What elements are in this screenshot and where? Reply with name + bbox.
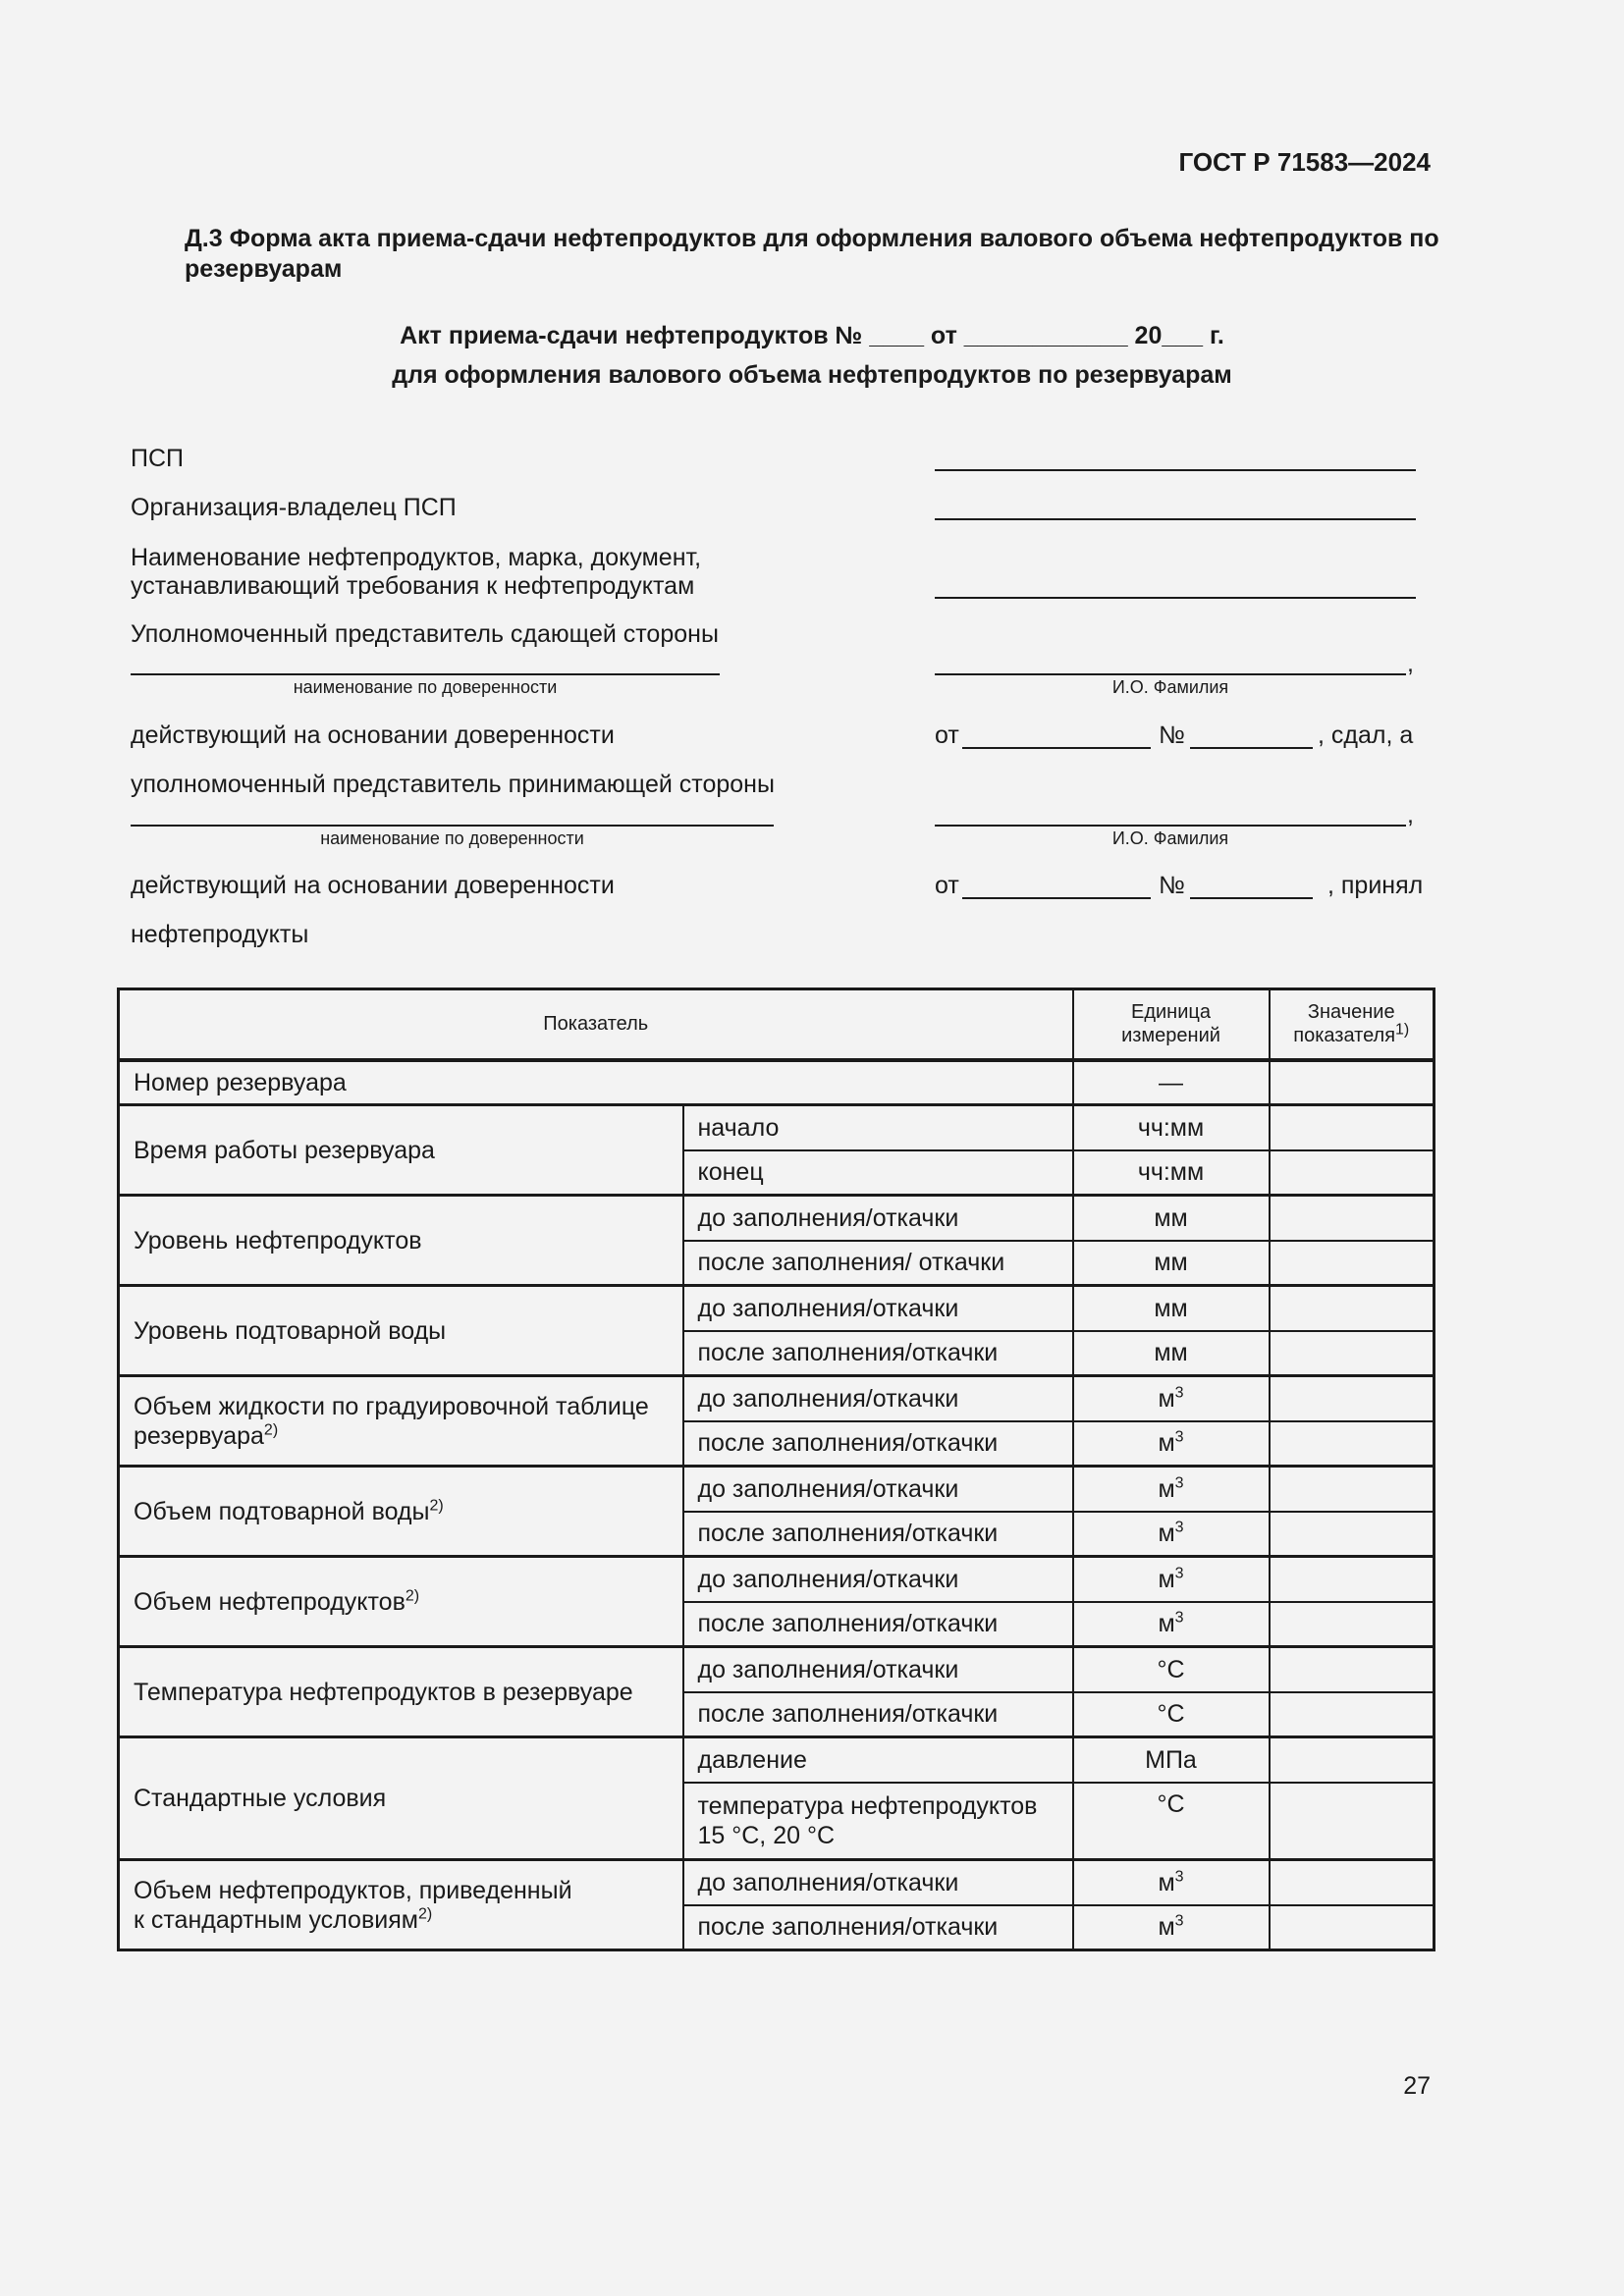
unit-text: м [1158, 1610, 1175, 1638]
unit-exponent: 3 [1174, 1868, 1184, 1886]
receiver-number-label: № [1159, 872, 1185, 899]
petroleum-products-label: нефтепродукты [131, 921, 309, 948]
receiver-date-line[interactable] [962, 897, 1151, 899]
group-label-water-level: Уровень подтоварной воды [119, 1286, 683, 1376]
unit-cell: °С [1073, 1692, 1270, 1737]
sub-label: после заполнения/откачки [683, 1692, 1073, 1737]
unit-cell: — [1073, 1060, 1270, 1105]
value-cell[interactable] [1270, 1905, 1435, 1950]
value-cell[interactable] [1270, 1060, 1435, 1105]
value-cell[interactable] [1270, 1647, 1435, 1692]
receiver-acting-basis: действующий на основании доверенности [131, 872, 615, 899]
value-cell[interactable] [1270, 1602, 1435, 1647]
unit-cell: °С [1073, 1647, 1270, 1692]
footnote-2-marker: 2) [429, 1497, 444, 1515]
field-product-label-line2: устанавливающий требования к нефтепродуктам [131, 572, 695, 600]
document-code: ГОСТ Р 71583—2024 [1178, 147, 1431, 177]
unit-cell: мм [1073, 1286, 1270, 1331]
receiver-name-caption: И.О. Фамилия [1111, 828, 1229, 848]
value-cell[interactable] [1270, 1692, 1435, 1737]
unit-cell: мм [1073, 1241, 1270, 1286]
group-label-standard-conditions: Стандартные условия [119, 1737, 683, 1860]
receiver-name-line[interactable] [935, 825, 1406, 827]
unit-cell: мм [1073, 1331, 1270, 1376]
value-cell[interactable] [1270, 1105, 1435, 1150]
received-label: , принял [1327, 872, 1424, 899]
footnote-1-marker: 1) [1395, 1021, 1410, 1039]
sub-label: после заполнения/откачки [683, 1331, 1073, 1376]
sub-label: до заполнения/откачки [683, 1286, 1073, 1331]
handed-over-label: , сдал, а [1318, 721, 1414, 749]
table-row [119, 1557, 1435, 1602]
group-label-text: Объем нефтепродуктов [134, 1587, 406, 1616]
receiver-from-label: от [935, 872, 959, 899]
sub-label: после заполнения/ откачки [683, 1241, 1073, 1286]
group-label-line2: резервуара [134, 1421, 264, 1450]
table-row [119, 1105, 1435, 1150]
sub-label: после заполнения/откачки [683, 1512, 1073, 1557]
sub-label: после заполнения/откачки [683, 1905, 1073, 1950]
table-row [119, 1467, 1435, 1512]
unit-cell [1073, 1421, 1270, 1467]
sender-attorney-caption: наименование по доверенности [293, 677, 558, 697]
unit-cell [1073, 1467, 1270, 1512]
field-psp-label: ПСП [131, 445, 184, 472]
table-row [119, 1060, 1435, 1105]
table-row [119, 1196, 1435, 1241]
unit-exponent: 3 [1174, 1474, 1184, 1492]
unit-exponent: 3 [1174, 1519, 1184, 1536]
sub-label: до заполнения/откачки [683, 1376, 1073, 1421]
sub-label: после заполнения/откачки [683, 1421, 1073, 1467]
unit-cell [1073, 1376, 1270, 1421]
header-unit-line2: измерений [1121, 1025, 1220, 1047]
header-value-line2: показателя [1293, 1025, 1396, 1047]
sender-number-line[interactable] [1190, 747, 1313, 749]
group-label-product-volume [119, 1557, 683, 1647]
unit-text: м [1158, 1565, 1175, 1593]
value-cell[interactable] [1270, 1286, 1435, 1331]
unit-cell: чч:мм [1073, 1105, 1270, 1150]
sub-label: до заполнения/откачки [683, 1647, 1073, 1692]
table-row [119, 1860, 1435, 1905]
header-indicator: Показатель [119, 989, 1073, 1060]
sub-label: до заполнения/откачки [683, 1196, 1073, 1241]
acceptance-table [117, 988, 1435, 1951]
sub-label: до заполнения/откачки [683, 1467, 1073, 1512]
sub-label-line2: 15 °С, 20 °С [697, 1821, 836, 1849]
field-product-line[interactable] [935, 597, 1416, 599]
group-label-line1: Объем жидкости по градуировочной таблице [134, 1392, 649, 1420]
table-header-row [119, 989, 1435, 1060]
value-cell[interactable] [1270, 1376, 1435, 1421]
unit-cell [1073, 1557, 1270, 1602]
header-value-line1: Значение [1307, 1001, 1395, 1024]
unit-text: м [1158, 1384, 1175, 1413]
group-label-product-level: Уровень нефтепродуктов [119, 1196, 683, 1286]
unit-text: м [1158, 1520, 1175, 1548]
unit-cell [1073, 1512, 1270, 1557]
row-label-tank-number: Номер резервуара [119, 1060, 1073, 1105]
sub-label [683, 1783, 1073, 1860]
value-cell[interactable] [1270, 1737, 1435, 1783]
receiver-name-comma: , [1407, 801, 1414, 828]
sender-from-label: от [935, 721, 959, 749]
unit-exponent: 3 [1174, 1609, 1184, 1627]
value-cell[interactable] [1270, 1512, 1435, 1557]
header-value [1270, 989, 1435, 1060]
sender-date-line[interactable] [962, 747, 1151, 749]
group-label-temperature: Температура нефтепродуктов в резервуаре [119, 1647, 683, 1737]
unit-exponent: 3 [1174, 1912, 1184, 1930]
field-owner-line[interactable] [935, 518, 1416, 520]
unit-text: м [1158, 1429, 1175, 1458]
value-cell[interactable] [1270, 1467, 1435, 1512]
sender-acting-basis: действующий на основании доверенности [131, 721, 615, 749]
value-cell[interactable] [1270, 1241, 1435, 1286]
group-label-text: Объем подтоварной воды [134, 1497, 430, 1525]
value-cell[interactable] [1270, 1557, 1435, 1602]
unit-exponent: 3 [1174, 1428, 1184, 1446]
sub-label: конец [683, 1150, 1073, 1196]
act-title-line2: для оформления валового объема нефтепродуктов по резервуарам [392, 361, 1232, 389]
field-psp-line[interactable] [935, 469, 1416, 471]
sub-label: давление [683, 1737, 1073, 1783]
value-cell[interactable] [1270, 1860, 1435, 1905]
section-title: Д.3 Форма акта приема-сдачи нефтепродуктов для оформления валового объема нефтепродуктов по резервуарам [185, 225, 1439, 283]
group-label-work-time: Время работы резервуара [119, 1105, 683, 1196]
receiver-attorney-caption: наименование по доверенности [320, 828, 584, 848]
sub-label: после заполнения/откачки [683, 1602, 1073, 1647]
unit-exponent: 3 [1174, 1565, 1184, 1582]
unit-cell: чч:мм [1073, 1150, 1270, 1196]
unit-text: м [1158, 1868, 1175, 1896]
receiver-number-line[interactable] [1190, 897, 1313, 899]
receiver-rep-label: уполномоченный представитель принимающей стороны [131, 771, 775, 798]
table-row [119, 1376, 1435, 1421]
sub-label: до заполнения/откачки [683, 1860, 1073, 1905]
group-label-line2: к стандартным условиям [134, 1905, 418, 1934]
value-cell[interactable] [1270, 1421, 1435, 1467]
unit-cell: мм [1073, 1196, 1270, 1241]
group-label-water-volume [119, 1467, 683, 1557]
table-row [119, 1737, 1435, 1783]
table-row [119, 1286, 1435, 1331]
unit-cell [1073, 1860, 1270, 1905]
page-number: 27 [1403, 2072, 1431, 2100]
sender-attorney-line[interactable] [131, 673, 720, 675]
unit-cell [1073, 1602, 1270, 1647]
sub-label: начало [683, 1105, 1073, 1150]
unit-cell: МПа [1073, 1737, 1270, 1783]
sender-name-line[interactable] [935, 673, 1406, 675]
footnote-2-marker: 2) [263, 1421, 279, 1439]
value-cell[interactable] [1270, 1150, 1435, 1196]
receiver-attorney-line[interactable] [131, 825, 774, 827]
sub-label-line1: температура нефтепродуктов [697, 1791, 1038, 1820]
unit-text: м [1158, 1913, 1175, 1942]
unit-cell: °С [1073, 1783, 1270, 1860]
sub-label: до заполнения/откачки [683, 1557, 1073, 1602]
unit-exponent: 3 [1174, 1384, 1184, 1402]
sender-name-caption: И.О. Фамилия [1111, 677, 1229, 697]
sender-rep-label: Уполномоченный представитель сдающей стороны [131, 620, 719, 648]
group-label-liquid-volume [119, 1376, 683, 1467]
field-product-label-line1: Наименование нефтепродуктов, марка, документ, [131, 544, 702, 571]
sender-name-comma: , [1407, 650, 1414, 677]
header-unit [1073, 989, 1270, 1060]
act-title-line1: Акт приема-сдачи нефтепродуктов № ____ от ____________ 20___ г. [400, 322, 1224, 349]
header-unit-line1: Единица [1131, 1001, 1211, 1024]
sender-number-label: № [1159, 721, 1185, 749]
unit-cell [1073, 1905, 1270, 1950]
value-cell[interactable] [1270, 1783, 1435, 1860]
group-label-line1: Объем нефтепродуктов, приведенный [134, 1876, 572, 1904]
group-label-standard-volume [119, 1860, 683, 1950]
footnote-2-marker: 2) [405, 1587, 420, 1605]
value-cell[interactable] [1270, 1196, 1435, 1241]
footnote-2-marker: 2) [417, 1905, 433, 1923]
value-cell[interactable] [1270, 1331, 1435, 1376]
unit-text: м [1158, 1474, 1175, 1503]
field-owner-label: Организация-владелец ПСП [131, 494, 457, 521]
table-row [119, 1647, 1435, 1692]
